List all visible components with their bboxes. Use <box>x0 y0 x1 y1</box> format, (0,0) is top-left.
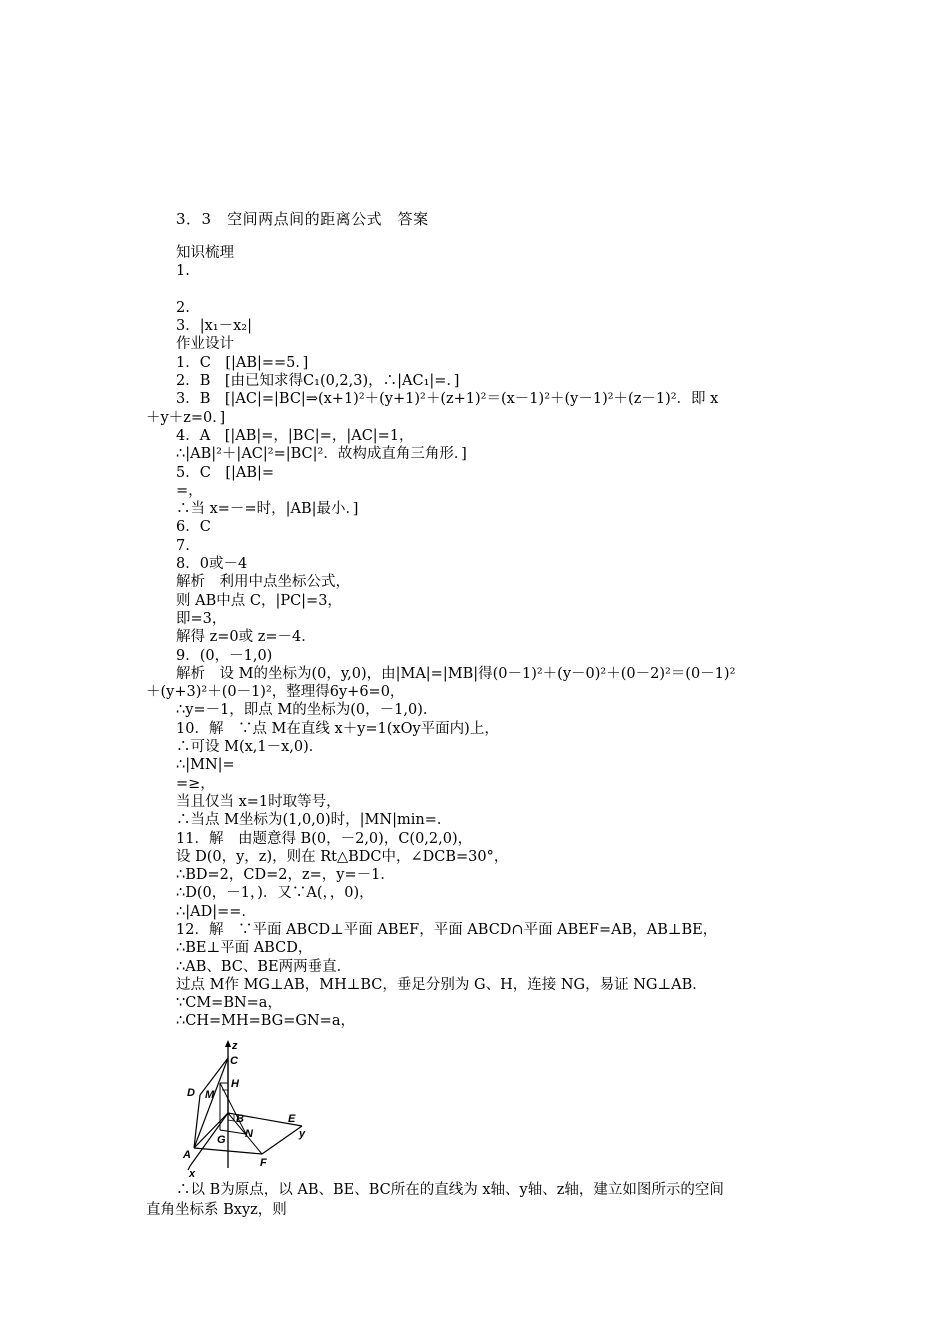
text-line: 过点 M作 MG⊥AB，MH⊥BC，垂足分别为 G、H，连接 NG，易证 NG⊥AB． <box>176 976 707 993</box>
text-line: 1．C [|AB|==5．] <box>176 354 309 371</box>
answer-body <box>0 244 950 1031</box>
text-line: 4．A [|AB|=，|BC|=，|AC|=1， <box>176 427 414 444</box>
text-line: ∴BD=2，CD=2，z=，y=－1． <box>176 867 395 884</box>
text-line: 7. <box>176 537 190 554</box>
text-line: ∴可设 M(x,1－x,0)． <box>176 739 324 756</box>
closing-text <box>0 1180 950 1220</box>
label-f: F <box>260 1157 267 1169</box>
text-line: 直角坐标系 Bxyz，则 <box>146 1202 287 1218</box>
text-line: 11．解 由题意得 B(0，－2,0)，C(0,2,0)， <box>176 830 473 847</box>
text-line: 作业设计 <box>176 336 234 353</box>
text-line: 5．C [|AB|= <box>176 464 275 481</box>
text-line: 即=3， <box>176 610 227 627</box>
text-line: ∴|MN|= <box>176 757 235 774</box>
label-n: N <box>245 1128 253 1140</box>
text-line: ∴BE⊥平面 ABCD， <box>176 940 313 957</box>
text-line: 9．(0，－1,0) <box>176 647 273 664</box>
label-z: z <box>232 1040 238 1052</box>
text-line <box>0 281 950 299</box>
label-x: x <box>189 1168 196 1178</box>
text-line: ＋(y+3)²＋(0－1)²，整理得6y+6=0， <box>146 684 405 701</box>
text-line: =， <box>176 482 203 499</box>
label-y: y <box>299 1128 306 1140</box>
text-line: ∴以 B为原点，以 AB、BE、BC所在的直线为 x轴、y轴、z轴，建立如图所示的空间 <box>176 1182 724 1198</box>
z-arrow <box>225 1040 231 1047</box>
text-line: 12．解 ∵平面 ABCD⊥平面 ABEF，平面 ABCD∩平面 ABEF=AB，AB⊥BE， <box>176 921 718 938</box>
text-line: 2．B [由已知求得C₁(0,2,3)，∴|AC₁|=．] <box>176 373 460 390</box>
text-line: 解析 利用中点坐标公式， <box>176 574 350 591</box>
text-line: ＋y＋z=0．] <box>146 409 226 426</box>
label-c: C <box>230 1055 238 1067</box>
text-line: ∴D(0，－1，)．又∵A(，，0)， <box>176 885 374 902</box>
text-line: ∴当 x=－=时，|AB|最小．] <box>176 501 359 518</box>
label-d: D <box>187 1087 195 1099</box>
text-line: 当且仅当 x=1时取等号， <box>176 793 341 810</box>
text-line: ∴AB、BC、BE两两垂直． <box>176 958 352 975</box>
text-line: ∴|AB|²＋|AC|²=|BC|²．故构成直角三角形．] <box>176 446 467 463</box>
text-line: 解得 z=0或 z=－4． <box>176 629 316 646</box>
text-line: 3．B [|AC|=|BC|⇒(x+1)²＋(y+1)²＋(z+1)²＝(x－1)²＋(y－1)²＋(z－1)²．即 x <box>176 391 719 408</box>
text-line: ∴当点 M坐标为(1,0,0)时，|MN|min=． <box>176 812 452 829</box>
text-line: ∴CH=MH=BG=GN=a， <box>176 1013 355 1030</box>
text-line: ∴y=－1，即点 M的坐标为(0，－1,0)． <box>176 702 438 719</box>
text-line: 6．C <box>176 519 211 536</box>
text-line: 则 AB中点 C，|PC|=3， <box>176 592 342 609</box>
label-h: H <box>231 1078 239 1090</box>
text-line: 解析 设 M的坐标为(0，y,0)，由|MA|=|MB|得(0－1)²＋(y－0)²＋(0－2)²＝(0－1)² <box>176 665 736 682</box>
text-line: 设 D(0，y，z)，则在 Rt△BDC中，∠DCB=30°， <box>176 848 509 865</box>
label-g: G <box>217 1134 226 1146</box>
text-line: 2. <box>176 299 190 316</box>
text-line: 3．|x₁－x₂| <box>176 318 252 335</box>
label-m: M <box>205 1089 215 1101</box>
label-e: E <box>288 1113 296 1125</box>
text-line: 10．解 ∵点 M在直线 x＋y=1(xOy平面内)上， <box>176 720 499 737</box>
label-b: B <box>236 1113 244 1125</box>
coordinate-figure <box>180 1038 320 1178</box>
edge-dc <box>200 1058 228 1113</box>
text-line: 1. <box>176 263 190 280</box>
text-line: 8．0或－4 <box>176 556 248 573</box>
text-line: =≥， <box>176 775 215 792</box>
text-line: ∴|AD|==． <box>176 903 256 920</box>
page-title: 3．3 空间两点间的距离公式 答案 <box>176 210 429 228</box>
label-a: A <box>183 1149 191 1161</box>
text-line: ∵CM=BN=a， <box>176 995 282 1012</box>
text-line: 知识梳理 <box>176 245 234 261</box>
